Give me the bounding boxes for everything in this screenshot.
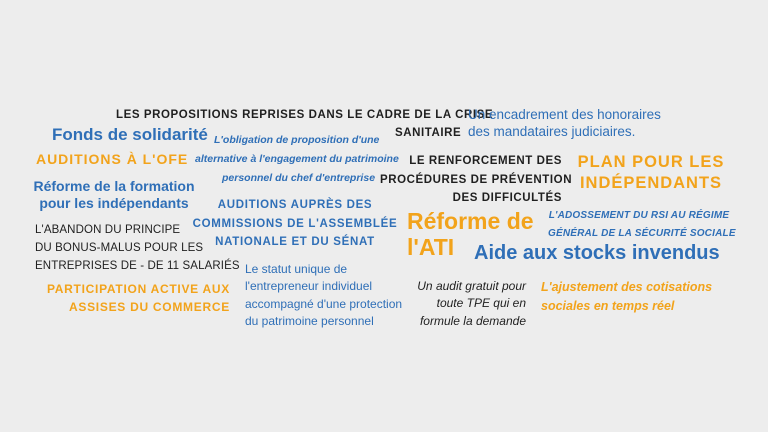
word-ajustement-line2: sociales en temps réel [541,298,675,313]
word-honoraires-line2: des mandataires judiciaires. [468,124,636,140]
word-reforme-ati-line2: l'ATI [407,234,455,261]
word-plan-line1: PLAN POUR LES [577,153,725,171]
word-adossement-line2: GÉNÉRAL DE LA SÉCURITÉ SOCIALE [548,227,736,239]
word-ajustement-line1: L'ajustement des cotisations [541,280,713,294]
word-statut-line3: accompagné d'une protection [245,296,403,311]
word-participation-line1: PARTICIPATION ACTIVE AUX [46,282,230,296]
word-adossement-rsi [548,207,736,242]
word-honoraires [468,106,661,141]
word-reforme-formation [30,178,198,212]
word-abandon-line1: L'ABANDON DU PRINCIPE [35,224,181,236]
word-renforcement [380,152,573,208]
word-sanitaire: SANITAIRE [395,127,462,139]
word-reforme-formation-line1: Réforme de la formation [33,178,195,194]
word-abandon-bonus-malus [35,222,240,275]
word-abandon-line2: DU BONUS-MALUS POUR LES [35,241,204,254]
word-audit-gratuit [398,278,526,330]
word-auditions-commissions-line1: AUDITIONS AUPRÈS DES [217,199,373,211]
word-auditions-commissions-line3: NATIONALE ET DU SÉNAT [215,236,375,249]
word-audit-line2: toute TPE qui en [436,296,526,311]
word-obligation-line3: personnel du chef d'entreprise [222,172,376,184]
word-propositions-crise: LES PROPOSITIONS REPRISES DANS LE CADRE DE LA CRISE [116,109,494,121]
word-fonds-solidarite: Fonds de solidarité [52,125,208,144]
word-reforme-ati-line1: Réforme de [407,208,534,234]
word-plan-independants [576,152,726,195]
word-plan-line2: INDÉPENDANTS [579,174,723,193]
word-statut-line2: l'entrepreneur individuel [245,279,373,294]
word-auditions-ofe: AUDITIONS À L'OFE [36,151,189,167]
word-adossement-line1: L'ADOSSEMENT DU RSI AU RÉGIME [548,210,730,221]
word-participation-line2: ASSISES DU COMMERCE [68,300,230,314]
word-audit-line1: Un audit gratuit pour [417,279,526,293]
word-auditions-commissions-line2: COMMISSIONS DE L'ASSEMBLÉE [192,217,398,230]
word-abandon-line3: ENTREPRISES DE - DE 11 SALARIÉS [35,259,240,272]
word-obligation-line2: alternative à l'engagement du patrimoine [195,153,399,165]
word-statut-line4: du patrimoine personnel [245,314,374,329]
word-statut-line1: Le statut unique de [245,262,348,276]
word-renforcement-line1: LE RENFORCEMENT DES [409,155,562,167]
word-audit-line3: formule la demande [419,313,526,328]
word-reforme-formation-line2: pour les indépendants [39,195,189,212]
word-honoraires-line1: Un encadrement des honoraires [468,107,661,122]
word-renforcement-line2: PROCÉDURES DE PRÉVENTION [380,173,573,186]
word-participation-assises [30,280,230,316]
word-statut-unique [245,261,402,331]
word-renforcement-line3: DES DIFFICULTÉS [452,192,562,205]
word-obligation-line1: L'obligation de proposition d'une [214,134,380,146]
word-aide-stocks: Aide aux stocks invendus [474,242,720,264]
word-ajustement-cotisations [541,278,712,316]
